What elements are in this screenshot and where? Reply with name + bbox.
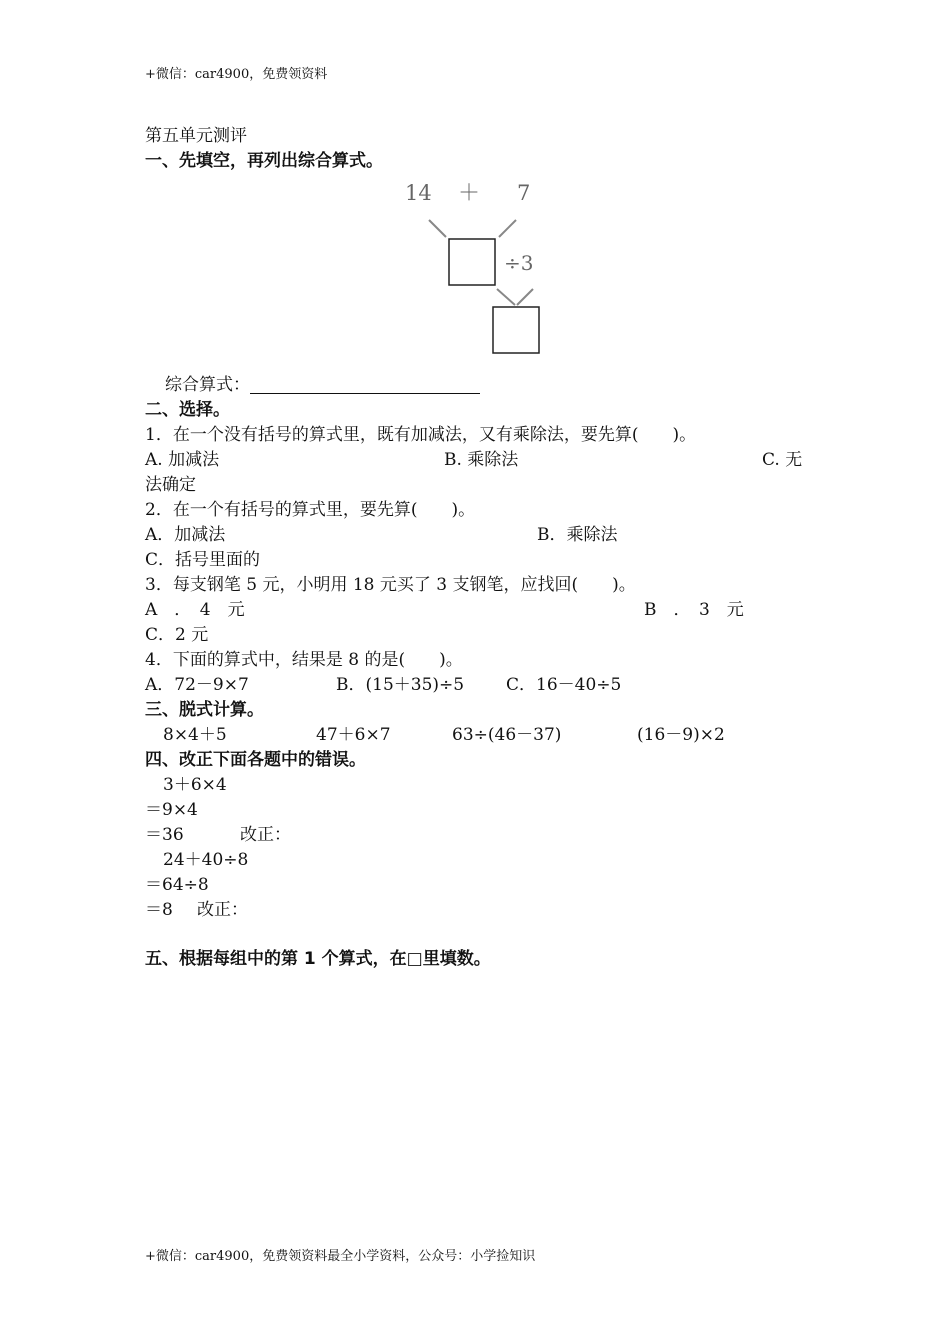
formula-line [165, 377, 480, 394]
problem2-line2: ＝64÷8 [145, 875, 209, 895]
formula-blank[interactable] [250, 377, 480, 394]
q4-text: 4．下面的算式中，结果是 8 的是( )。 [145, 650, 463, 670]
header-note: +微信：car4900，免费领资料 [145, 67, 328, 82]
q2-option-a: A．加减法 [145, 525, 226, 545]
problem2-fix-label: 改正： [197, 900, 248, 920]
problem1-fix-label: 改正： [240, 825, 291, 845]
q3-option-a: A ． 4 元 [145, 600, 245, 620]
diagram-plus: ＋ [458, 181, 481, 206]
diagram-left-arrow [429, 220, 446, 237]
formula-label: 综合算式： [165, 375, 250, 395]
section5-heading: 五、根据每组中的第 1 个算式，在□里填数。 [145, 949, 491, 969]
footer-note: +微信：car4900，免费领资料最全小学资料，公众号：小学捡知识 [145, 1249, 536, 1264]
q4-option-a: A．72－9×7 [145, 675, 249, 695]
diagram-left-number: 14 [405, 181, 432, 205]
problem2-line1: 24＋40÷8 [163, 850, 249, 870]
calc-item-2: 47＋6×7 [316, 725, 391, 745]
q1-option-c-cont: 法确定 [145, 475, 196, 495]
diagram-down-arrow-left [497, 289, 515, 305]
q1-text: 1．在一个没有括号的算式里，既有加减法，又有乘除法，要先算( )。 [145, 425, 697, 445]
problem1-line3: ＝36 [145, 825, 184, 845]
q3-option-b: B ． 3 元 [644, 600, 744, 620]
problem1-line2: ＝9×4 [145, 800, 198, 820]
calc-item-3: 63÷(46－37) [452, 725, 562, 745]
q4-option-c: C．16－40÷5 [506, 675, 622, 695]
q3-text: 3．每支钢笔 5 元，小明用 18 元买了 3 支钢笔，应找回( )。 [145, 575, 636, 595]
page-title: 第五单元测评 [145, 126, 247, 146]
q2-option-b: B．乘除法 [537, 525, 618, 545]
diagram-box-1 [449, 239, 495, 285]
diagram-right-arrow [499, 220, 516, 237]
q3-option-c: C．2 元 [145, 625, 209, 645]
q4-option-b: B．(15＋35)÷5 [336, 675, 465, 695]
problem2-line3: ＝8 [145, 900, 173, 920]
diagram-box-2 [493, 307, 539, 353]
section1-heading: 一、先填空，再列出综合算式。 [145, 151, 383, 171]
q2-option-c: C．括号里面的 [145, 550, 261, 570]
problem1-line1: 3＋6×4 [163, 775, 227, 795]
diagram-right-number: 7 [517, 181, 531, 205]
diagram-down-arrow-right [517, 289, 533, 305]
section2-heading: 二、选择。 [145, 400, 230, 420]
computation-diagram [400, 175, 550, 365]
q2-text: 2．在一个有括号的算式里，要先算( )。 [145, 500, 476, 520]
diagram-divide-label: ÷3 [504, 251, 534, 275]
q1-option-b: B. 乘除法 [444, 450, 519, 470]
section3-heading: 三、脱式计算。 [145, 700, 264, 720]
section4-heading: 四、改正下面各题中的错误。 [145, 750, 366, 770]
calc-item-1: 8×4＋5 [163, 725, 227, 745]
calc-item-4: (16－9)×2 [637, 725, 725, 745]
q1-option-c: C. 无 [762, 450, 803, 470]
q1-option-a: A. 加减法 [145, 450, 220, 470]
